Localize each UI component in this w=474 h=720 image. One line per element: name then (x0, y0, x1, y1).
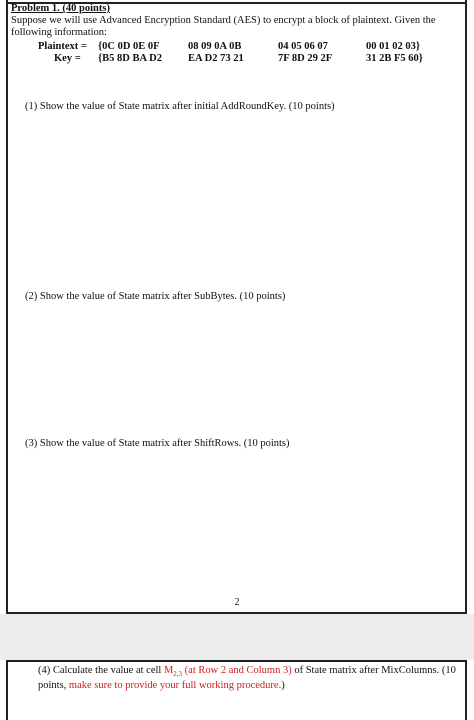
question-3: (3) Show the value of State matrix after ShiftRows. (10 points) (25, 438, 290, 449)
working-procedure-note: make sure to provide your full working procedure. (68, 680, 282, 692)
page-1 (6, 0, 467, 614)
problem-intro: Suppose we will use Advanced Encryption Standard (AES) to encrypt a block of plaintext. Given the following information: (11, 15, 436, 38)
page-number: 2 (234, 597, 240, 608)
question-1: (1) Show the value of State matrix after initial AddRoundKey. (10 points) (25, 101, 335, 112)
plaintext-group-2: 08 09 0A 0B (188, 41, 242, 52)
cell-reference: $M_{2,3}$ (at Row 2 and Column 3) (163, 665, 292, 679)
plaintext-group-3: 04 05 06 07 (278, 41, 328, 52)
key-group-4: 31 2B F5 60} (366, 53, 423, 64)
question-4-text-a: (4) Calculate the value at cell (38, 665, 164, 676)
page-gap (0, 614, 474, 660)
question-2: (2) Show the value of State matrix after SubBytes. (10 points) (25, 291, 286, 302)
key-group-3: 7F 8D 29 2F (278, 53, 333, 64)
plaintext-group-4: 00 01 02 03} (366, 41, 421, 52)
problem-title: Problem 1. (40 points) (11, 3, 110, 14)
key-group-1: {B5 8D BA D2 (98, 53, 162, 64)
key-label: Key = (54, 53, 81, 64)
plaintext-group-1: {0C 0D 0E 0F (98, 41, 160, 52)
question-4: (4) Calculate the value at cell $M_{2,3}$ (at Row 2 and Column 3) of State matrix after MixColumns. (10 points, make sure to provide your full working procedure.) (38, 665, 456, 692)
plaintext-label: Plaintext = (38, 41, 87, 52)
question-4-text-b: of State matrix after MixColumns. (10 points, (38, 665, 456, 692)
key-group-2: EA D2 73 21 (188, 53, 244, 64)
